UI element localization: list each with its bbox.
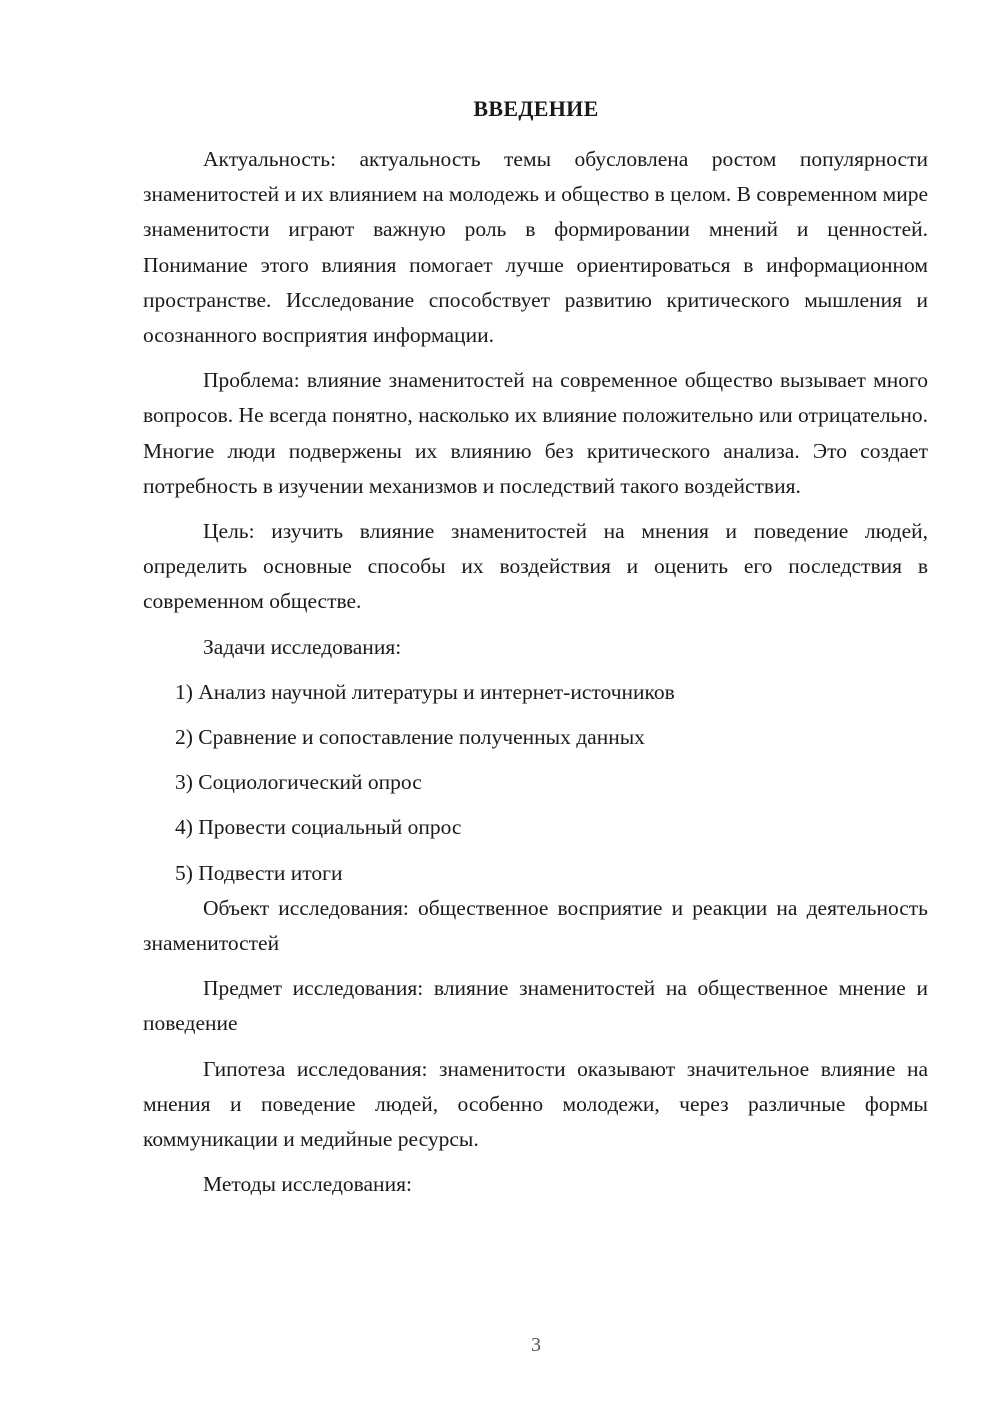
- list-item: 5) Подвести итоги: [175, 860, 343, 885]
- hypothesis-paragraph: Гипотеза исследования: знаменитости оказывают значительное влияние на мнения и поведение людей, особенно молодежи, через различные формы коммуникации и медийные ресурсы.: [143, 1056, 928, 1152]
- list-item: 4) Провести социальный опрос: [175, 815, 462, 840]
- document-body: [143, 142, 928, 1202]
- page-number: 3: [531, 1334, 541, 1356]
- goal-paragraph: Цель: изучить влияние знаменитостей на мнения и поведение людей, определить основные способы их воздействия и оценить его последствия в современном обществе.: [143, 519, 928, 614]
- object-paragraph: Объект исследования: общественное восприятие и реакции на деятельность знаменитостей: [143, 895, 928, 956]
- list-item: 1) Анализ научной литературы и интернет-источников: [175, 679, 675, 704]
- list-item: 2) Сравнение и сопоставление полученных данных: [175, 725, 645, 750]
- tasks-heading: Задачи исследования:: [203, 634, 402, 659]
- subject-paragraph: Предмет исследования: влияние знаменитостей на общественное мнение и поведение: [143, 976, 928, 1036]
- methods-heading: Методы исследования:: [203, 1172, 412, 1197]
- relevance-paragraph: Актуальность: актуальность темы обусловлена ростом популярности знаменитостей и их влиянием на молодежь и общество в целом. В современном мире знаменитости играют важную роль в формировании мнений и ценностей. Понимание этого влияния помогает лучше ориентироваться в информационном пространстве. Исследование способствует развитию критического мышления и осознанного восприятия информации.: [143, 147, 928, 348]
- tasks-list: [143, 675, 928, 891]
- problem-paragraph: Проблема: влияние знаменитостей на современное общество вызывает много вопросов. Не всегда понятно, насколько их влияние положительно или отрицательно. Многие люди подвержены их влиянию без критического анализа. Это создает потребность в изучении механизмов и последствий такого воздействия.: [143, 368, 928, 498]
- list-item: 3) Социологический опрос: [175, 770, 422, 795]
- page-title: ВВЕДЕНИЕ: [473, 96, 599, 121]
